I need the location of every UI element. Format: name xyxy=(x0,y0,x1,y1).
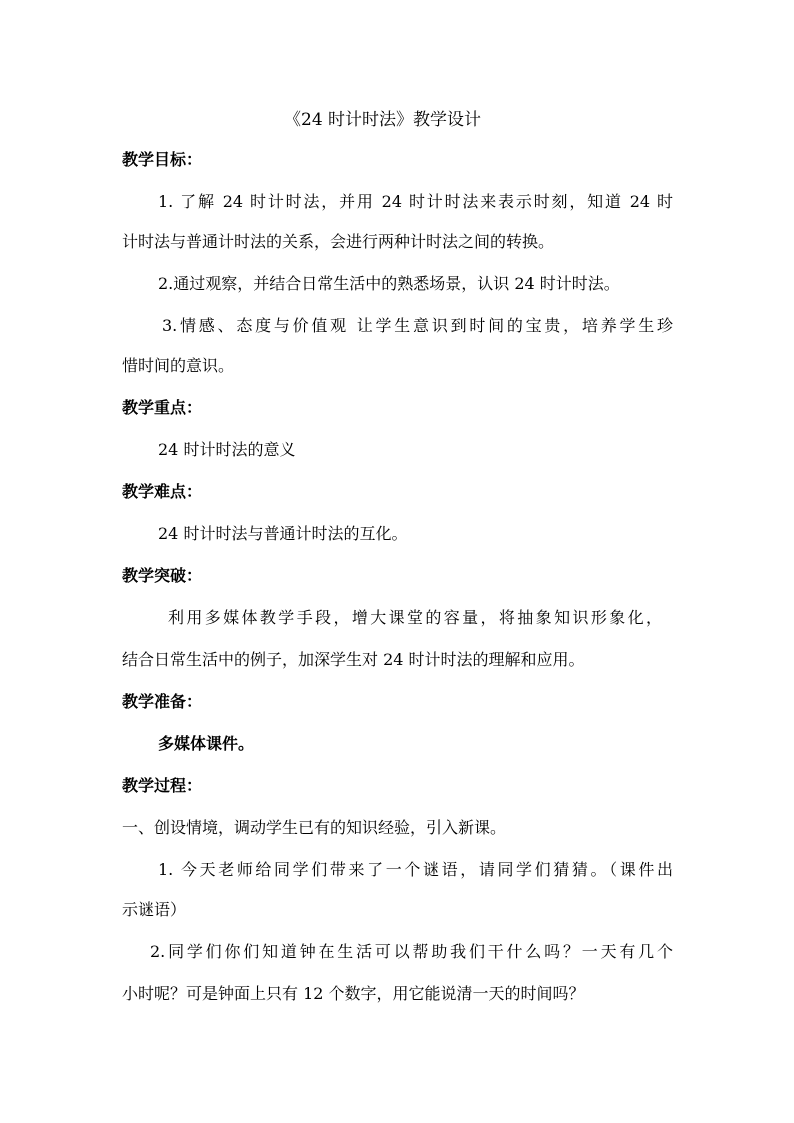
objective-3-line-1: 3.情感、态度与价值观 让学生意识到时间的宝贵，培养学生珍 xyxy=(162,316,673,335)
preparation-heading: 教学准备： xyxy=(122,692,203,711)
objectives-heading: 教学目标： xyxy=(122,150,203,169)
objective-1-line-2: 计时法与普通计时法的关系，会进行两种计时法之间的转换。 xyxy=(122,232,555,251)
difficulties-text: 24 时计时法与普通计时法的互化。 xyxy=(158,524,408,543)
breakthrough-line-1: 利用多媒体教学手段，增大课堂的容量，将抽象知识形象化， xyxy=(168,608,662,627)
objective-1-line-1: 1. 了解 24 时计时法，并用 24 时计时法来表示时刻，知道 24 时 xyxy=(158,192,673,211)
process-step-1: 一、创设情境，调动学生已有的知识经验，引入新课。 xyxy=(122,818,507,837)
process-heading: 教学过程： xyxy=(122,776,203,795)
breakthrough-heading: 教学突破： xyxy=(122,566,203,585)
key-points-heading: 教学重点： xyxy=(122,398,203,417)
objective-2: 2.通过观察，并结合日常生活中的熟悉场景，认识 24 时计时法。 xyxy=(158,274,620,293)
preparation-text: 多媒体课件。 xyxy=(158,734,255,753)
difficulties-heading: 教学难点： xyxy=(122,482,203,501)
process-item-1-line-2: 示谜语） xyxy=(122,900,187,919)
process-item-2-line-2: 小时呢？可是钟面上只有 12 个数字，用它能说清一天的时间吗？ xyxy=(122,984,585,1003)
process-item-2-line-1: 2.同学们你们知道钟在生活可以帮助我们干什么吗？一天有几个 xyxy=(150,942,673,961)
document-title: 《24 时计时法》教学设计 xyxy=(284,110,482,130)
breakthrough-line-2: 结合日常生活中的例子，加深学生对 24 时计时法的理解和应用。 xyxy=(122,650,585,669)
objective-3-line-2: 惜时间的意识。 xyxy=(122,356,235,375)
key-points-text: 24 时计时法的意义 xyxy=(158,440,296,459)
process-item-1-line-1: 1. 今天老师给同学们带来了一个谜语，请同学们猜猜。（课件出 xyxy=(158,860,673,879)
